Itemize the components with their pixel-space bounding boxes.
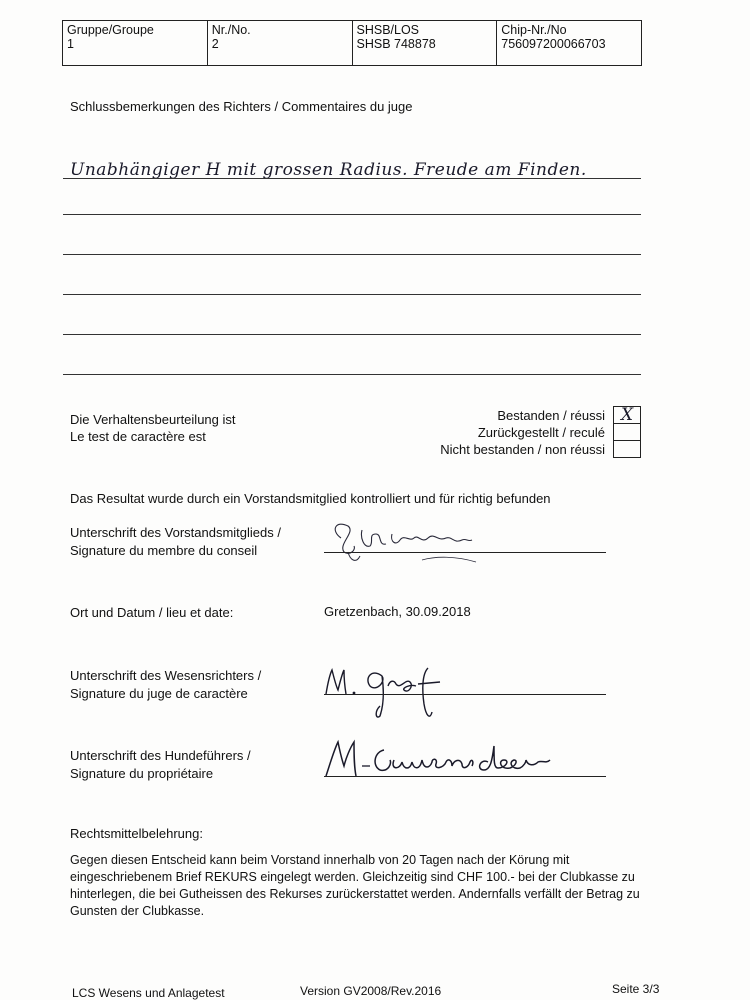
result-label-fr: Le test de caractère est	[70, 429, 206, 444]
handler-signature-image	[320, 736, 610, 780]
header-cell-chip	[497, 21, 642, 66]
judge-signature-line	[324, 694, 606, 695]
checkbox-postponed[interactable]	[613, 423, 641, 441]
header-label: SHSB/LOS	[356, 23, 420, 37]
board-signature-line	[324, 552, 606, 553]
remarks-heading: Schlussbemerkungen des Richters / Commentaires du juge	[70, 99, 413, 114]
header-cell-shsb	[352, 21, 497, 66]
checkbox-failed[interactable]	[613, 440, 641, 458]
header-table	[62, 20, 642, 66]
header-value: 756097200066703	[501, 37, 606, 51]
remarks-line	[63, 334, 641, 335]
legal-heading: Rechtsmittelbelehrung:	[70, 826, 203, 841]
handler-signature-line	[324, 776, 606, 777]
option-postponed-label: Zurückgestellt / reculé	[477, 425, 605, 440]
header-value: 2	[211, 37, 219, 51]
remarks-line	[63, 214, 641, 215]
handler-signature-label-fr: Signature du propriétaire	[70, 766, 214, 781]
remarks-line	[63, 254, 641, 255]
result-label-de: Die Verhaltensbeurteilung ist	[70, 412, 236, 427]
judge-signature-label-de: Unterschrift des Wesensrichters /	[70, 668, 262, 683]
control-statement: Das Resultat wurde durch ein Vorstandsmitglied kontrolliert und für richtig befunden	[70, 491, 551, 506]
footer-version: Version GV2008/Rev.2016	[300, 984, 442, 998]
judge-remarks-handwritten: Unabhängiger H mit grossen Radius. Freude am Finden.	[70, 160, 587, 180]
option-failed-label: Nicht bestanden / non réussi	[440, 442, 605, 457]
place-date-value: Gretzenbach, 30.09.2018	[324, 604, 471, 619]
header-value: SHSB 748878	[356, 37, 436, 51]
option-passed-label: Bestanden / réussi	[497, 408, 605, 423]
remarks-line	[63, 294, 641, 295]
header-value: 1	[67, 37, 74, 51]
board-signature-label-de: Unterschrift des Vorstandsmitglieds /	[70, 525, 281, 540]
handler-signature-label-de: Unterschrift des Hundeführers /	[70, 748, 251, 763]
footer-page-number: Seite 3/3	[612, 982, 660, 996]
judge-signature-image	[320, 660, 460, 722]
header-label: Chip-Nr./No	[501, 23, 567, 37]
remarks-line	[63, 178, 641, 179]
header-label: Nr./No.	[211, 23, 251, 37]
judge-signature-label-fr: Signature du juge de caractère	[70, 686, 248, 701]
footer-left: LCS Wesens und Anlagetest	[72, 986, 225, 1000]
header-label: Gruppe/Groupe	[67, 23, 154, 37]
header-cell-number	[207, 21, 352, 66]
header-cell-group	[63, 21, 208, 66]
board-signature-image	[326, 516, 496, 566]
board-signature-label-fr: Signature du membre du conseil	[70, 543, 258, 558]
checkmark-x-icon: X	[621, 405, 634, 425]
checkbox-passed[interactable]	[613, 406, 641, 424]
remarks-line	[63, 374, 641, 375]
place-date-label: Ort und Datum / lieu et date:	[70, 605, 234, 620]
legal-text: Gegen diesen Entscheid kann beim Vorstand innerhalb von 20 Tagen nach der Körung mit eingeschriebenem Brief REKURS eingelegt werden. Gleichzeitig sind CHF 100.- bei der Clubkasse zu hinterlegen, die bei Gutheissen des Rekurses zurückerstattet werden. Andernfalls verfällt der Betrag zu Gunsten der Clubkasse.	[70, 853, 640, 918]
